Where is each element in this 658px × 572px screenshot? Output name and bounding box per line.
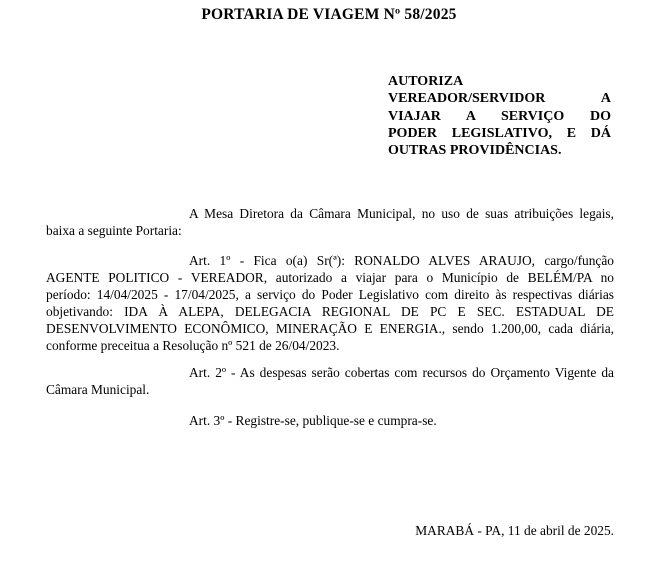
paragraph-line: Art. 2º - As despesas serão cobertas com recursos do Orçamento Vigente da <box>189 365 614 380</box>
paragraph-line: Art. 3º - Registre-se, publique-se e cumpra-se. <box>189 413 437 428</box>
article-3-paragraph <box>46 412 614 429</box>
ementa-block <box>388 73 611 159</box>
ementa-line: PODER LEGISLATIVO, E DÁ <box>388 125 611 141</box>
intro-paragraph <box>46 205 614 239</box>
paragraph-line: A Mesa Diretora da Câmara Municipal, no uso de suas atribuições legais, <box>189 206 614 221</box>
place-date-line: MARABÁ - PA, 11 de abril de 2025. <box>415 523 614 538</box>
article-2-paragraph <box>46 364 614 398</box>
paragraph-line: período: 14/04/2025 - 17/04/2025, a serviço do Poder Legislativo com direito às respectivas diárias <box>46 287 614 302</box>
ementa-line: OUTRAS PROVIDÊNCIAS. <box>388 143 562 159</box>
paragraph-line: AGENTE POLITICO - VEREADOR, autorizado a viajar para o Município de BELÉM/PA no <box>46 270 614 285</box>
paragraph-line: conforme preceitua a Resolução nº 521 de 26/04/2023. <box>46 338 340 353</box>
paragraph-line: baixa a seguinte Portaria: <box>46 223 182 238</box>
paragraph-line: objetivando: IDA À ALEPA, DELEGACIA REGIONAL DE PC E SEC. ESTADUAL DE <box>46 304 614 319</box>
ementa-line: VEREADOR/SERVIDOR A <box>388 91 611 107</box>
ementa-line: VIAJAR A SERVIÇO DO <box>388 108 611 124</box>
document-title: PORTARIA DE VIAGEM Nº 58/2025 <box>201 6 457 23</box>
paragraph-line: Art. 1º - Fica o(a) Sr(ª): RONALDO ALVES ARAUJO, cargo/função <box>189 253 614 268</box>
paragraph-line: DESENVOLVIMENTO ECONÔMICO, MINERAÇÃO E ENERGIA., sendo 1.200,00, cada diária, <box>46 321 614 336</box>
ementa-line: AUTORIZA <box>388 74 464 89</box>
paragraph-line: Câmara Municipal. <box>46 382 150 397</box>
article-1-paragraph <box>46 252 614 354</box>
